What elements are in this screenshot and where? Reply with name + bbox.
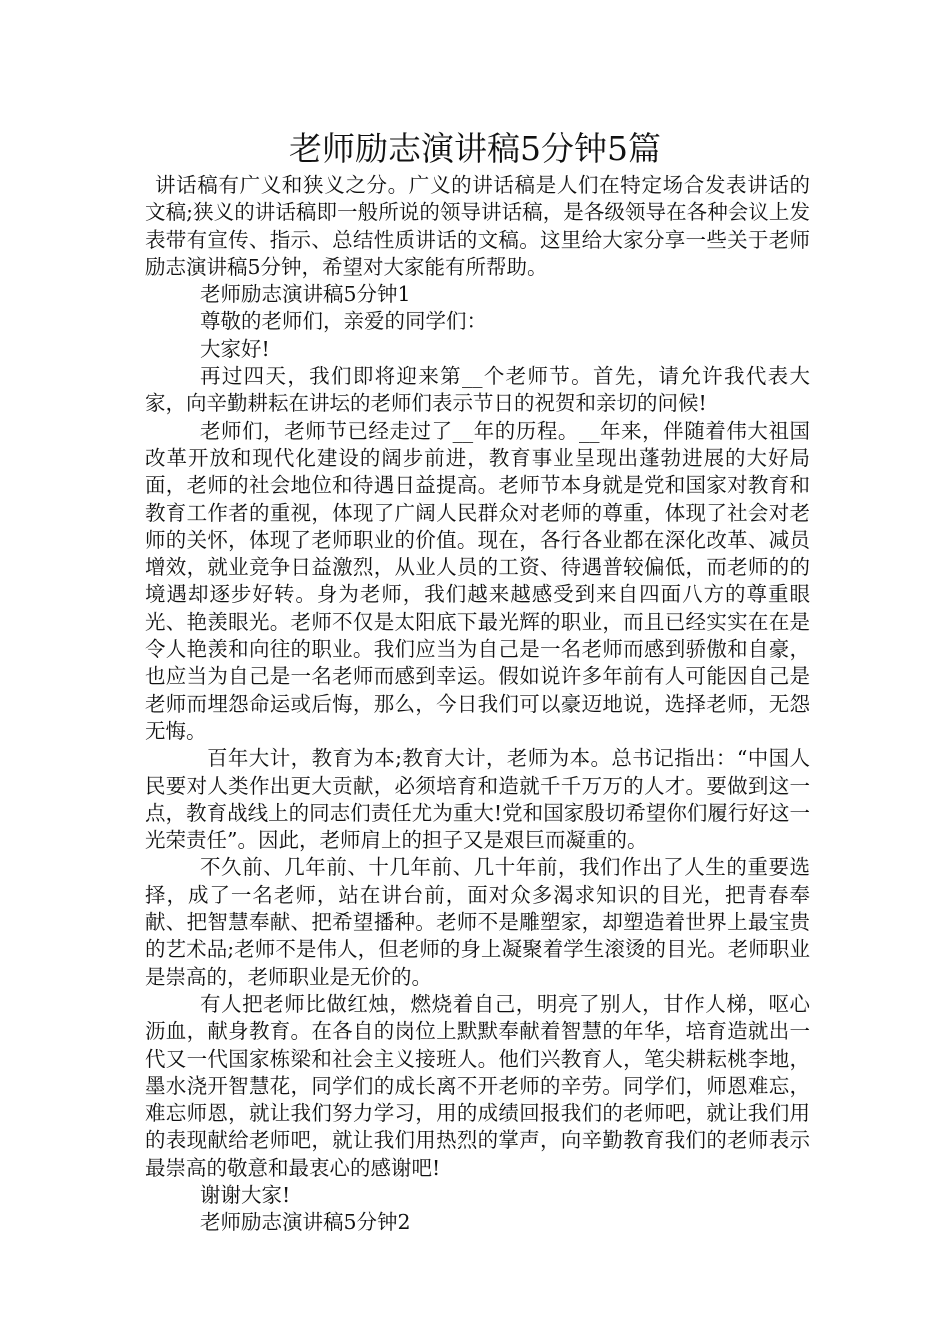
greeting: 大家好! bbox=[200, 336, 270, 361]
body-paragraph: 百年大计，教育为本;教育大计，老师为本。总书记指出：“中国人民要对人类作出更大贡献，必须培育和造就千千万万的人才。要做到这一点，教育战线上的同志们责任尤为重大!党和国家殷切希望你们履行好这一光荣责任”。因此，老师肩上的担子又是艰巨而凝重的。 bbox=[145, 746, 810, 853]
section-heading-2: 老师励志演讲稿5分钟2 bbox=[200, 1210, 411, 1235]
intro-paragraph: 讲话稿有广义和狭义之分。广义的讲话稿是人们在特定场合发表讲话的文稿;狭义的讲话稿即一般所说的领导讲话稿，是各级领导在各种会议上发表带有宣传、指示、总结性质讲话的文稿。这里给大家分享一些关于老师励志演讲稿5分钟，希望对大家能有所帮助。 bbox=[145, 173, 810, 279]
body-paragraph: 老师们，老师节已经走过了__年的历程。__年来，伴随着伟大祖国改革开放和现代化建设的阔步前进，教育事业呈现出蓬勃进展的大好局面，老师的社会地位和待遇日益提高。老师节本身就是党和国家对教育和教育工作者的重视，体现了广阔人民群众对老师的尊重，体现了社会对老师的关怀，体现了老师职业的价值。现在，各行各业都在深化改革、减员增效，就业竞争日益激烈，从业人员的工资、待遇普较偏低，而老师的的境遇却逐步好转。身为老师，我们越来越感受到来自四面八方的尊重眼光、艳羡眼光。老师不仅是太阳底下最光辉的职业，而且已经实实在在是令人艳羡和向往的职业。我们应当为自己是一名老师而感到骄傲和自豪，也应当为自己是一名老师而感到幸运。假如说许多年前有人可能因自己是老师而埋怨命运或后悔，那么，今日我们可以豪迈地说，选择老师，无怨无悔。 bbox=[145, 418, 810, 743]
document-body bbox=[145, 172, 810, 1237]
section-heading-1: 老师励志演讲稿5分钟1 bbox=[200, 282, 411, 307]
closing-thanks: 谢谢大家! bbox=[200, 1182, 291, 1207]
document-title: 老师励志演讲稿5分钟5篇 bbox=[289, 129, 661, 168]
salutation: 尊敬的老师们，亲爱的同学们： bbox=[200, 309, 487, 334]
body-paragraph: 不久前、几年前、十几年前、几十年前，我们作出了人生的重要选择，成了一名老师，站在讲台前，面对众多渴求知识的目光，把青春奉献、把智慧奉献、把希望播种。老师不是雕塑家，却塑造着世界上最宝贵的艺术品;老师不是伟人，但老师的身上凝聚着学生滚烫的目光。老师职业是崇高的，老师职业是无价的。 bbox=[145, 855, 810, 989]
body-paragraph: 再过四天，我们即将迎来第__个老师节。首先，请允许我代表大家，向辛勤耕耘在讲坛的老师们表示节日的祝贺和亲切的问候! bbox=[145, 364, 810, 416]
body-paragraph: 有人把老师比做红烛，燃烧着自己，明亮了别人，甘作人梯，呕心沥血，献身教育。在各自的岗位上默默奉献着智慧的年华，培育造就出一代又一代国家栋梁和社会主义接班人。他们兴教育人，笔尖耕耘桃李地，墨水浇开智慧花，同学们的成长离不开老师的辛劳。同学们，师恩难忘，难忘师恩，就让我们努力学习，用的成绩回报我们的老师吧，就让我们用的表现献给老师吧，就让我们用热烈的掌声，向辛勤教育我们的老师表示最崇高的敬意和最衷心的感谢吧! bbox=[145, 991, 810, 1180]
